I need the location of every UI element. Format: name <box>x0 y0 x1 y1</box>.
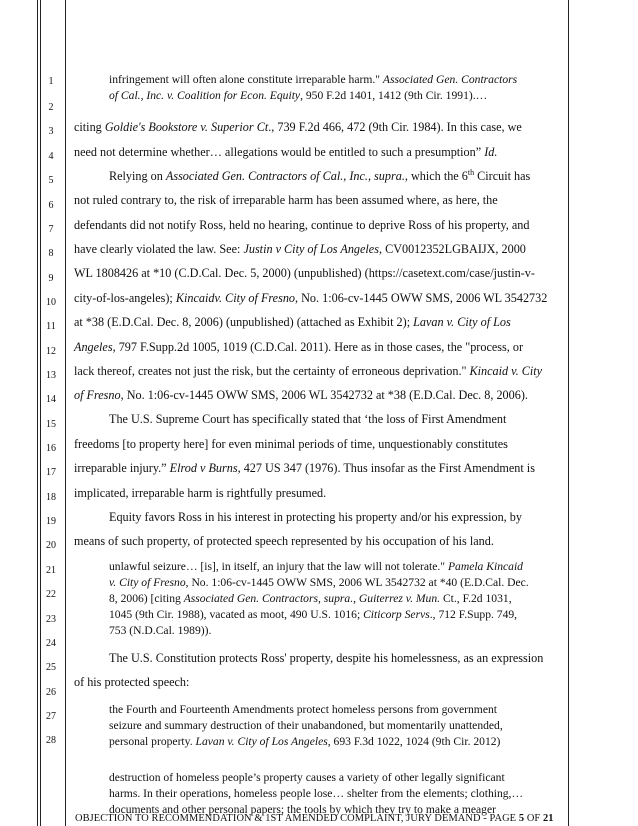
body-text-line <box>74 120 522 135</box>
text-run: have clearly violated the law. See: <box>74 242 244 256</box>
body-text-line <box>74 364 542 379</box>
body-text-line <box>74 437 508 452</box>
body-text-line <box>74 266 535 281</box>
text-run: freedoms [to property here] for even minimal periods of time, unquestionably constitutes <box>74 437 508 451</box>
case-citation-text: of Cal., Inc. v. Coalition for Econ. Equity <box>109 89 301 102</box>
margin-rule-right <box>568 0 569 826</box>
block-quote-line <box>109 786 523 801</box>
text-run: at *38 (E.D.Cal. Dec. 8, 2006) (unpublished) (attached as Exhibit 2); <box>74 315 414 329</box>
text-run: ., 739 F.2d 466, 472 (9th Cir. 1984). In this case, we <box>268 120 522 134</box>
text-run: 753 (N.D.Cal. 1989)). <box>109 624 212 637</box>
text-run: The U.S. Supreme Court has specifically stated that ‘the loss of First Amendment <box>109 412 507 426</box>
body-text-line <box>109 510 522 525</box>
line-number: 12 <box>46 346 56 357</box>
case-citation-text: Pamela Kincaid <box>447 560 523 573</box>
case-citation-text: Associated Gen. Contractors of Cal., Inc., supra. <box>165 169 405 183</box>
text-run: , 693 F.3d 1022, 1024 (9th Cir. 2012) <box>327 735 501 748</box>
body-text-line <box>74 193 498 208</box>
case-citation-text: Lavan v. City of Los <box>413 315 511 329</box>
body-text-line <box>74 675 189 690</box>
case-citation-text: Justin v City of Los Angeles <box>243 242 379 256</box>
case-citation-text: Lavan v. City of Los Angeles <box>195 735 328 748</box>
ordinal-suffix: th <box>467 168 475 177</box>
text-run: , 950 F.2d 1401, 1412 (9th Cir. 1991).… <box>300 89 488 102</box>
text-run: destruction of homeless people’s property causes a variety of other legally significant <box>109 771 505 784</box>
line-number: 19 <box>46 516 56 527</box>
text-run: , No. 1:06-cv-1445 OWW SMS, 2006 WL 3542732 at *38 (E.D.Cal. Dec. 8, 2006). <box>120 388 528 402</box>
line-number: 2 <box>48 102 54 113</box>
line-number: 14 <box>46 394 56 405</box>
text-run: city-of-los-angeles); <box>74 291 176 305</box>
text-run: not ruled contrary to, the risk of irreparable harm has been assumed where, as here, the <box>74 193 498 207</box>
line-number: 7 <box>48 224 54 235</box>
footer-of: OF <box>524 813 544 824</box>
block-quote-line <box>109 607 517 622</box>
text-run: seizure and summary destruction of their unabandoned, but momentarily unattended, <box>109 719 503 732</box>
text-run: means of such property, of protected speech represented by his occupation of his land. <box>74 534 494 548</box>
body-text-line <box>109 651 543 666</box>
body-text-line <box>74 315 511 330</box>
body-text-line <box>74 486 326 501</box>
line-number: 27 <box>46 711 56 722</box>
margin-rule-text-left <box>65 0 66 826</box>
line-number: 1 <box>48 76 54 87</box>
body-text-line <box>74 340 523 355</box>
block-quote-line <box>109 72 517 87</box>
body-text-line <box>74 218 529 233</box>
block-quote-line <box>109 575 529 590</box>
text-run: need not determine whether… allegations would be entitled to such a presumption” <box>74 145 485 159</box>
text-run: Equity favors Ross in his interest in protecting his property and/or his expression, by <box>109 510 522 524</box>
block-quote-line <box>109 770 505 785</box>
case-citation-text: of Fresno <box>74 388 121 402</box>
line-number: 17 <box>46 467 56 478</box>
block-quote-line <box>109 702 497 717</box>
case-citation-text: Angeles <box>74 340 113 354</box>
case-citation-text: Elrod v Burns <box>169 461 238 475</box>
line-number: 9 <box>48 273 54 284</box>
text-run: documents and other personal papers; the tools by which they try to make a meager <box>109 803 496 816</box>
margin-rule-outer-left <box>37 0 38 826</box>
text-run: personal property. <box>109 735 196 748</box>
text-run: Relying on <box>109 169 166 183</box>
body-text-line <box>109 412 506 427</box>
case-citation-text: Id. <box>484 145 498 159</box>
margin-rule-inner-left <box>40 0 41 826</box>
block-quote-line <box>109 591 512 606</box>
case-citation-text: Kincaidv. City of Fresno <box>175 291 296 305</box>
line-number: 21 <box>46 565 56 576</box>
text-run: , which the 6 <box>404 169 468 183</box>
line-number: 8 <box>48 248 54 259</box>
line-number: 3 <box>48 126 54 137</box>
body-text-line <box>74 461 535 476</box>
text-run: Ct., F.2d 1031, <box>440 592 512 605</box>
line-number: 28 <box>46 735 56 746</box>
line-number: 20 <box>46 540 56 551</box>
line-number: 26 <box>46 687 56 698</box>
block-quote-line <box>109 734 500 749</box>
case-citation-text: Citicorp Servs <box>363 608 430 621</box>
line-number: 22 <box>46 589 56 600</box>
block-quote-line <box>109 88 487 103</box>
block-quote-line <box>109 718 503 733</box>
body-text-line <box>74 145 497 160</box>
text-run: citing <box>74 120 105 134</box>
footer-page-number: 5 <box>518 813 525 824</box>
body-text-line <box>74 291 547 306</box>
line-number: 13 <box>46 370 56 381</box>
footer-caption: OBJECTION TO RECOMMENDATION & 1ST AMENDED COMPLAINT, JURY DEMAND - PAGE <box>75 813 519 824</box>
text-run: infringement will often alone constitute irreparable harm." <box>109 73 383 86</box>
line-number: 4 <box>48 151 54 162</box>
text-run: ., 712 F.Supp. 749, <box>429 608 518 621</box>
text-run: , No. 1:06-cv-1445 OWW SMS, 2006 WL 3542732 at *40 (E.D.Cal. Dec. <box>185 576 529 589</box>
line-number: 16 <box>46 443 56 454</box>
text-run: unlawful seizure… [is], in itself, an injury that the law will not tolerate." <box>109 560 448 573</box>
text-run: , CV0012352LGBAIJX, 2000 <box>378 242 526 256</box>
case-citation-text: Kincaid v. City <box>469 364 543 378</box>
line-number: 24 <box>46 638 56 649</box>
text-run: , 427 US 347 (1976). Thus insofar as the First Amendment is <box>237 461 535 475</box>
case-citation-text: v. City of Fresno <box>109 576 186 589</box>
case-citation-text: Associated Gen. Contractors <box>382 73 518 86</box>
line-number: 25 <box>46 662 56 673</box>
text-run: , No. 1:06-cv-1445 OWW SMS, 2006 WL 3542732 <box>295 291 548 305</box>
line-number: 5 <box>48 175 54 186</box>
text-run: The U.S. Constitution protects Ross' property, despite his homelessness, as an expression <box>109 651 544 665</box>
block-quote-line <box>109 623 211 638</box>
text-run: lack thereof, creates not just the risk, but the certainty of erroneous deprivation." <box>74 364 470 378</box>
text-run: 8, 2006) [citing <box>109 592 184 605</box>
line-number: 15 <box>46 419 56 430</box>
text-run: of his protected speech: <box>74 675 190 689</box>
text-run: Circuit has <box>474 169 531 183</box>
line-number: 10 <box>46 297 56 308</box>
text-run: implicated, irreparable harm is rightfully presumed. <box>74 486 327 500</box>
body-text-line <box>74 388 528 403</box>
page-footer <box>75 813 554 824</box>
block-quote-line <box>109 559 523 574</box>
text-run: irreparable injury.” <box>74 461 170 475</box>
text-run: 1045 (9th Cir. 1988), vacated as moot, 490 U.S. 1016; <box>109 608 364 621</box>
text-run: , 797 F.Supp.2d 1005, 1019 (C.D.Cal. 2011). Here as in those cases, the "process, or <box>112 340 524 354</box>
line-number: 11 <box>46 321 56 332</box>
body-text-line <box>74 534 494 549</box>
text-run: harms. In their operations, homeless people lose… shelter from the elements; clothing,… <box>109 787 524 800</box>
text-run: defendants did not notify Ross, held no hearing, continue to deprive Ross of his property, and <box>74 218 530 232</box>
text-run: the Fourth and Fourteenth Amendments protect homeless persons from government <box>109 703 497 716</box>
footer-page-total: 21 <box>543 813 554 824</box>
text-run: WL 1808426 at *10 (C.D.Cal. Dec. 5, 2000) (unpublished) (https://casetext.com/case/justin-v- <box>74 266 535 280</box>
body-text-line <box>109 169 530 184</box>
line-number: 6 <box>48 200 54 211</box>
line-number: 18 <box>46 492 56 503</box>
case-citation-text: Associated Gen. Contractors, supra., Guiterrez v. Mun. <box>183 592 441 605</box>
line-number: 23 <box>46 614 56 625</box>
case-citation-text: Goldie's Bookstore v. Superior Ct <box>104 120 269 134</box>
body-text-line <box>74 242 526 257</box>
